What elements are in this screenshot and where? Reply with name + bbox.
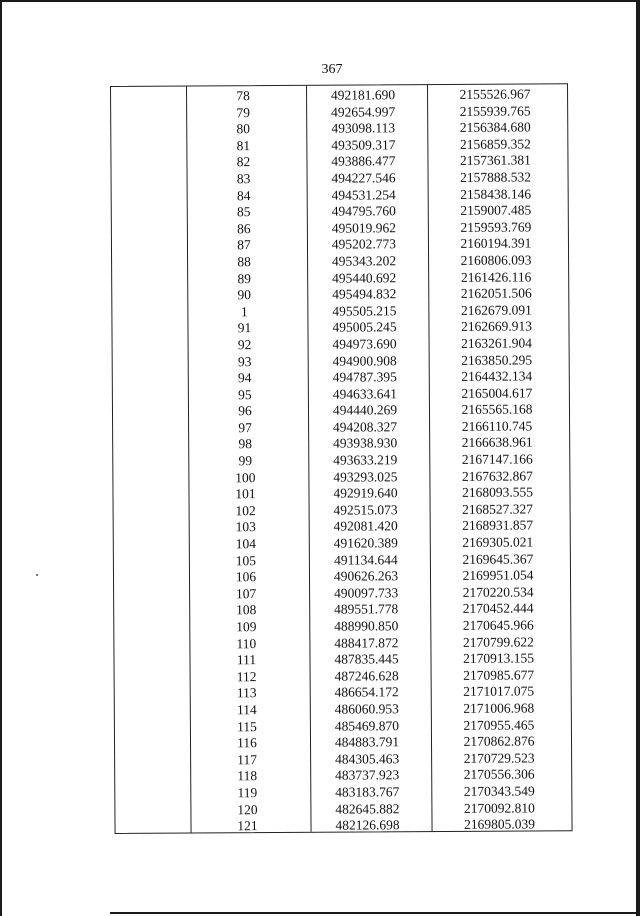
point-id-cell: 84 <box>236 187 251 203</box>
point-id-cell: 103 <box>235 519 256 535</box>
x-coordinate-cell: 492515.073 <box>333 502 398 518</box>
y-coordinate-cell: 2163850.295 <box>461 351 533 368</box>
point-id-cell: 85 <box>236 204 251 220</box>
x-coordinate-cell: 484883.791 <box>334 734 400 750</box>
y-coordinate-cell: 2162051.506 <box>460 285 532 301</box>
y-coordinate-cell: 2159007.485 <box>460 202 532 219</box>
point-id-cell: 106 <box>235 569 257 585</box>
y-coordinate-cell: 2169305.021 <box>462 534 534 550</box>
point-id-cell: 78 <box>236 88 250 104</box>
point-id-cell: 104 <box>235 536 256 552</box>
y-coordinate-cell: 2170862.876 <box>463 733 535 750</box>
point-id-cell: 96 <box>238 403 252 419</box>
y-coordinate-cell: 2155939.765 <box>459 103 531 119</box>
y-coordinate-cell: 2169805.039 <box>464 816 535 832</box>
y-coordinate-cell: 2168527.327 <box>462 501 534 517</box>
y-coordinate-cell: 2170092.810 <box>463 799 535 816</box>
x-coordinate-cell: 482645.882 <box>335 800 400 817</box>
page-number: 367 <box>321 62 343 77</box>
x-coordinate-cell: 492919.640 <box>333 485 398 501</box>
point-id-cell: 100 <box>235 469 256 485</box>
x-coordinate-cell: 494900.908 <box>332 352 397 369</box>
x-coordinate-cell: 494633.641 <box>332 385 397 402</box>
point-id-cell: 1 <box>240 303 248 319</box>
y-coordinate-cell: 2168093.555 <box>462 484 533 501</box>
x-coordinate-cell: 494787.395 <box>332 369 397 385</box>
y-coordinate-cell: 2170645.966 <box>462 617 534 633</box>
y-coordinate-cell: 2162679.091 <box>460 302 532 318</box>
table-row <box>115 816 571 835</box>
y-coordinate-cell: 2170799.622 <box>462 634 534 650</box>
y-coordinate-cell: 2171017.075 <box>463 683 535 700</box>
x-coordinate-cell: 494795.760 <box>331 203 396 219</box>
x-coordinate-cell: 486060.953 <box>334 701 399 717</box>
y-coordinate-cell: 2170452.444 <box>462 600 534 617</box>
x-coordinate-cell: 492081.420 <box>333 518 398 535</box>
x-coordinate-cell: 492654.997 <box>331 103 396 120</box>
point-id-cell: 95 <box>238 386 252 402</box>
y-coordinate-cell: 2170729.523 <box>463 750 535 766</box>
y-coordinate-cell: 2165004.617 <box>461 385 533 401</box>
y-coordinate-cell: 2157888.532 <box>460 169 532 185</box>
x-coordinate-cell: 494440.269 <box>332 402 398 418</box>
y-coordinate-cell: 2171006.968 <box>463 700 535 716</box>
y-coordinate-cell: 2170913.155 <box>463 650 534 667</box>
y-coordinate-cell: 2170220.534 <box>462 584 534 600</box>
y-coordinate-cell: 2167632.867 <box>461 468 533 484</box>
point-id-cell: 117 <box>237 751 258 767</box>
x-coordinate-cell: 483737.923 <box>335 767 400 783</box>
point-id-cell: 86 <box>237 220 251 236</box>
point-id-cell: 107 <box>235 585 257 602</box>
x-coordinate-cell: 495494.832 <box>332 286 397 302</box>
point-id-cell: 120 <box>237 801 258 817</box>
point-id-cell: 90 <box>237 287 252 303</box>
y-coordinate-cell: 2156859.352 <box>459 136 531 152</box>
point-id-cell: 82 <box>236 154 251 170</box>
x-coordinate-cell: 495505.215 <box>332 302 397 319</box>
y-coordinate-cell: 2161426.116 <box>460 268 532 285</box>
point-id-cell: 105 <box>235 552 257 568</box>
x-coordinate-cell: 491620.389 <box>333 535 398 551</box>
y-coordinate-cell: 2163261.904 <box>461 335 533 351</box>
point-id-cell: 109 <box>236 619 257 635</box>
x-coordinate-cell: 488990.850 <box>334 618 399 634</box>
y-coordinate-cell: 2155526.967 <box>459 86 531 102</box>
point-id-cell: 89 <box>237 270 251 286</box>
point-id-cell: 94 <box>237 370 252 386</box>
y-coordinate-cell: 2165565.168 <box>461 401 533 418</box>
x-coordinate-cell: 493886.477 <box>331 153 396 170</box>
point-id-cell: 92 <box>237 337 252 353</box>
x-coordinate-cell: 485469.870 <box>334 717 400 734</box>
y-coordinate-cell: 2162669.913 <box>460 318 532 335</box>
x-coordinate-cell: 487246.628 <box>334 668 399 684</box>
x-coordinate-cell: 493098.113 <box>331 120 396 136</box>
y-coordinate-cell: 2167147.166 <box>461 451 533 467</box>
x-coordinate-cell: 495202.773 <box>331 236 397 252</box>
x-coordinate-cell: 483183.767 <box>335 784 400 800</box>
point-id-cell: 83 <box>236 171 251 187</box>
point-id-cell: 97 <box>238 420 252 436</box>
x-coordinate-cell: 493509.317 <box>331 137 396 153</box>
point-id-cell: 101 <box>235 486 256 502</box>
y-coordinate-cell: 2166110.745 <box>461 418 533 434</box>
point-id-cell: 111 <box>236 652 257 668</box>
y-coordinate-cell: 2160194.391 <box>460 235 532 252</box>
point-id-cell: 102 <box>235 502 256 519</box>
point-id-cell: 118 <box>237 768 258 784</box>
x-coordinate-cell: 490626.263 <box>333 568 399 584</box>
y-coordinate-cell: 2170556.306 <box>463 766 535 783</box>
x-coordinate-cell: 484305.463 <box>335 750 400 767</box>
x-coordinate-cell: 495019.962 <box>331 220 396 236</box>
scan-speck <box>36 574 38 576</box>
x-coordinate-cell: 482126.698 <box>335 817 400 833</box>
x-coordinate-cell: 495343.202 <box>331 253 397 269</box>
x-coordinate-cell: 495005.245 <box>332 319 397 335</box>
x-coordinate-cell: 493938.930 <box>333 435 398 452</box>
y-coordinate-cell: 2160806.093 <box>460 252 532 268</box>
point-id-cell: 114 <box>236 702 257 718</box>
x-coordinate-cell: 489551.778 <box>334 601 399 618</box>
y-coordinate-cell: 2170955.465 <box>463 716 535 733</box>
y-coordinate-cell: 2159593.769 <box>460 219 532 235</box>
point-id-cell: 87 <box>237 237 251 253</box>
point-id-cell: 98 <box>238 436 252 452</box>
y-coordinate-cell: 2166638.961 <box>461 434 533 451</box>
x-coordinate-cell: 494973.690 <box>332 336 397 352</box>
x-coordinate-cell: 494531.254 <box>331 186 396 203</box>
coordinate-table <box>110 83 573 834</box>
point-id-cell: 112 <box>236 668 257 685</box>
x-coordinate-cell: 486654.172 <box>334 684 399 701</box>
x-coordinate-cell: 493633.219 <box>333 452 398 468</box>
scan-border-left <box>0 0 2 916</box>
x-coordinate-cell: 494208.327 <box>332 419 398 435</box>
point-id-cell: 91 <box>237 320 252 336</box>
scan-border-bottom <box>110 912 640 914</box>
point-id-cell: 93 <box>237 353 252 369</box>
point-id-cell: 119 <box>237 785 258 801</box>
point-id-cell: 113 <box>236 685 257 701</box>
point-id-cell: 115 <box>236 718 257 734</box>
point-id-cell: 88 <box>237 254 251 270</box>
y-coordinate-cell: 2168931.857 <box>462 517 534 534</box>
point-id-cell: 116 <box>237 735 257 751</box>
x-coordinate-cell: 490097.733 <box>333 585 399 601</box>
y-coordinate-cell: 2158438.146 <box>460 185 532 202</box>
point-id-cell: 121 <box>237 818 258 834</box>
x-coordinate-cell: 491134.644 <box>334 551 398 568</box>
point-id-cell: 110 <box>236 635 257 651</box>
y-coordinate-cell: 2156384.680 <box>459 119 531 136</box>
y-coordinate-cell: 2170985.677 <box>463 667 535 683</box>
point-id-cell: 79 <box>236 104 250 120</box>
x-coordinate-cell: 493293.025 <box>333 468 398 485</box>
point-id-cell: 80 <box>236 121 251 137</box>
y-coordinate-cell: 2169645.367 <box>462 551 534 567</box>
scan-border-right <box>636 0 640 916</box>
y-coordinate-cell: 2157361.381 <box>459 152 531 169</box>
point-id-cell: 81 <box>236 137 251 154</box>
x-coordinate-cell: 488417.872 <box>334 634 399 651</box>
point-id-cell: 108 <box>236 602 257 618</box>
x-coordinate-cell: 495440.692 <box>332 269 397 286</box>
x-coordinate-cell: 487835.445 <box>334 651 399 667</box>
y-coordinate-cell: 2169951.054 <box>462 567 534 584</box>
scan-border-top <box>0 0 640 2</box>
table-body <box>111 86 572 835</box>
y-coordinate-cell: 2164432.134 <box>461 368 533 384</box>
x-coordinate-cell: 492181.690 <box>330 87 396 103</box>
point-id-cell: 99 <box>238 453 253 469</box>
y-coordinate-cell: 2170343.549 <box>463 783 535 799</box>
x-coordinate-cell: 494227.546 <box>331 170 396 186</box>
